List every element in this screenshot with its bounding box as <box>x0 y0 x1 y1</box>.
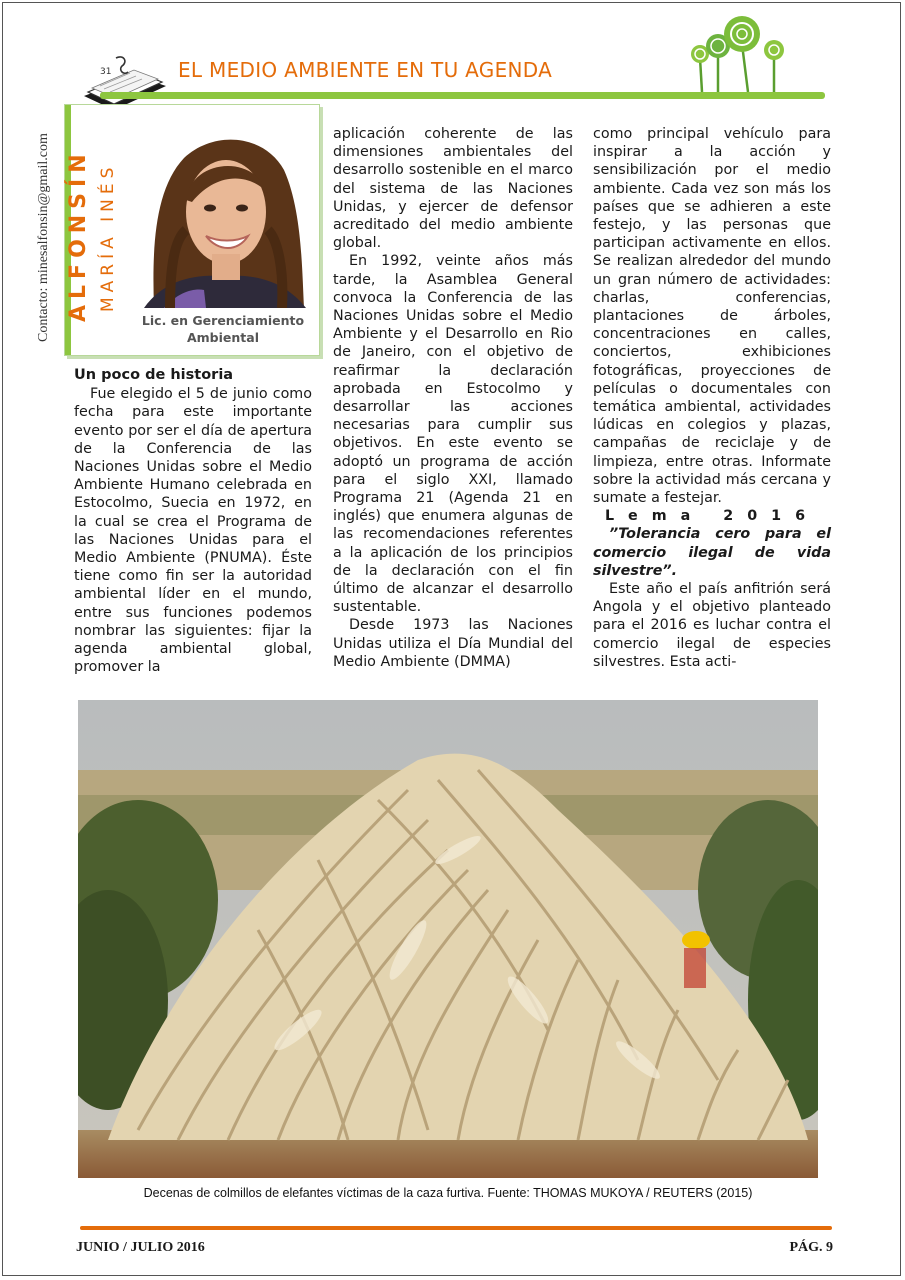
ivory-pile-photo <box>78 700 818 1178</box>
header-divider <box>100 92 825 99</box>
article-column-3 <box>593 125 831 671</box>
slogan-label: Lema 2016 <box>604 508 820 525</box>
svg-text:31: 31 <box>100 67 112 77</box>
article-paragraph: Desde 1973 las Naciones Unidas utiliza el Día Mundial del Medio Ambiente (DMMA) <box>333 617 573 670</box>
photo-caption: Decenas de colmillos de elefantes víctimas de la caza furtiva. Fuente: THOMAS MUKOYA / REUTERS (2015) <box>143 1186 753 1200</box>
article-paragraph: En 1992, veinte años más tarde, la Asamblea General convoca la Conferencia de las Naciones Unidas sobre el Medio Ambiente y el Desarrollo en Rio de Janeiro, con el objetivo de reafirmar la declaración aprobada en Estocolmo y desarrollar las acciones necesarias para cumplir sus objetivos. En este evento se adoptó un programa de acción para el siglo XXI, llamado Programa 21 (Agenda 21 en inglés) que enumera algunas de las recomendaciones referentes a la aplicación de los principios de la declaración con el fin último de alcanzar el desarrollo sustentable. <box>333 253 573 616</box>
article-column-1 <box>74 366 312 676</box>
author-first-name: MARÍA INÉS <box>98 162 118 312</box>
issue-date: JUNIO / JULIO 2016 <box>76 1240 205 1255</box>
author-credentials-line1: Lic. en Gerenciamiento <box>141 313 305 328</box>
page-number: PÁG. 9 <box>789 1240 833 1255</box>
author-surname: ALFONSÍN <box>66 148 91 322</box>
author-credentials <box>128 312 318 346</box>
contact-email[interactable]: Contacto: minesalfonsin@gmail.com <box>36 133 51 342</box>
article-paragraph: Fue elegido el 5 de junio como fecha para este importante evento por ser el día de apertura de la Conferencia de las Naciones Unidas sobre el Medio Ambiente Humano celebrada en Estocolmo, Suecia en 1972, en la cual se crea el Programa de las Naciones Unidas para el Medio Ambiente (PNUMA). Éste tiene como fin ser la autoridad ambiental líder en el mundo, entre sus funciones podemos nombrar las siguientes: fijar la agenda ambiental global, promover la <box>74 386 312 676</box>
page-section-title: EL MEDIO AMBIENTE EN TU AGENDA <box>178 58 553 82</box>
author-credentials-line2: Ambiental <box>186 330 259 345</box>
article-paragraph: Este año el país anfitrión será Angola y el objetivo planteado para el 2016 es luchar contra el comercio ilegal de especies silvestres. Esta acti- <box>593 581 831 670</box>
article-paragraph-continued: como principal vehículo para inspirar a la acción y sensibilización por el medio ambiente. Cada vez son más los países que se adhieren a este festejo, y las personas que participan activamente en ellos. Se realizan alrededor del mundo un gran número de actividades: charlas, conferencias, plantaciones de árboles, concentraciones en calles, conciertos, exhibiciones fotográficas, proyecciones de películas o documentales con temática ambiental, actividades lúdicas en colegios y plazas, campañas de reciclaje y de limpieza, entre otras. Informate sobre la actividad más cercana y sumate a festejar. <box>593 126 831 507</box>
section-heading: Un poco de historia <box>74 367 234 383</box>
author-portrait <box>134 130 314 308</box>
article-column-2 <box>333 125 573 671</box>
slogan-text: ”Tolerancia cero para el comercio ilegal de vida silvestre”. <box>593 526 831 579</box>
footer-divider <box>80 1226 832 1230</box>
trees-icon <box>688 14 800 94</box>
article-paragraph-continued: aplicación coherente de las dimensiones ambientales del desarrollo sostenible en el marco del sistema de las Naciones Unidas, y ejercer de defensor acreditado del medio ambiente global. <box>333 126 573 252</box>
